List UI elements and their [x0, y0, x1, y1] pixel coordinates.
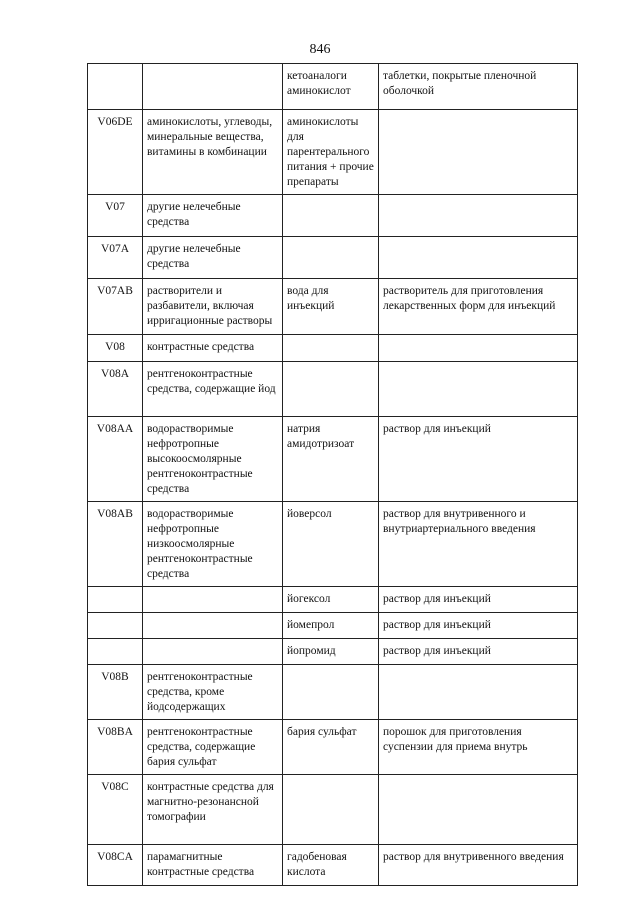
- dosage-form-cell: раствор для инъекций: [379, 613, 578, 639]
- drug-name-cell: [283, 237, 379, 279]
- drug-name-cell: кетоаналоги аминокислот: [283, 64, 379, 110]
- dosage-form-cell: раствор для инъекций: [379, 587, 578, 613]
- table-row: [88, 195, 578, 237]
- dosage-form-cell: [379, 775, 578, 845]
- atc-code-cell: V06DE: [88, 110, 143, 195]
- group-name-cell: [143, 64, 283, 110]
- table-row: [88, 362, 578, 417]
- atc-code-cell: V08AB: [88, 502, 143, 587]
- atc-code-cell: V08B: [88, 665, 143, 720]
- atc-code-cell: V07A: [88, 237, 143, 279]
- drug-name-cell: [283, 665, 379, 720]
- page-number: 846: [309, 42, 331, 57]
- atc-code-cell: V08: [88, 335, 143, 362]
- table-row: [88, 613, 578, 639]
- table-row: [88, 110, 578, 195]
- dosage-form-cell: раствор для инъекций: [379, 417, 578, 502]
- dosage-form-cell: [379, 335, 578, 362]
- atc-code-cell: [88, 587, 143, 613]
- dosage-form-cell: [379, 237, 578, 279]
- atc-code-cell: [88, 639, 143, 665]
- table-row: [88, 502, 578, 587]
- table-row: [88, 587, 578, 613]
- group-name-cell: контрастные средства для магнитно-резонансной томографии: [143, 775, 283, 845]
- drug-name-cell: [283, 335, 379, 362]
- table-row: [88, 417, 578, 502]
- atc-code-cell: [88, 64, 143, 110]
- atc-code-cell: V08CA: [88, 845, 143, 886]
- drug-name-cell: йогексол: [283, 587, 379, 613]
- group-name-cell: растворители и разбавители, включая ирригационные растворы: [143, 279, 283, 335]
- dosage-form-cell: [379, 110, 578, 195]
- table-body: [88, 64, 578, 886]
- drug-name-cell: йоверсол: [283, 502, 379, 587]
- drug-name-cell: йомепрол: [283, 613, 379, 639]
- table-row: [88, 279, 578, 335]
- group-name-cell: рентгеноконтрастные средства, содержащие йод: [143, 362, 283, 417]
- dosage-form-cell: раствор для внутривенного введения: [379, 845, 578, 886]
- drug-name-cell: [283, 195, 379, 237]
- group-name-cell: водорастворимые нефротропные низкоосмолярные рентгеноконтрастные средства: [143, 502, 283, 587]
- table-row: [88, 335, 578, 362]
- dosage-form-cell: [379, 665, 578, 720]
- drug-table: [87, 63, 578, 886]
- dosage-form-cell: таблетки, покрытые пленочной оболочкой: [379, 64, 578, 110]
- atc-code-cell: V08BA: [88, 720, 143, 775]
- group-name-cell: [143, 639, 283, 665]
- table-row: [88, 639, 578, 665]
- drug-name-cell: йопромид: [283, 639, 379, 665]
- group-name-cell: рентгеноконтрастные средства, содержащие бария сульфат: [143, 720, 283, 775]
- group-name-cell: парамагнитные контрастные средства: [143, 845, 283, 886]
- dosage-form-cell: [379, 195, 578, 237]
- table-row: [88, 237, 578, 279]
- drug-name-cell: вода для инъекций: [283, 279, 379, 335]
- group-name-cell: водорастворимые нефротропные высокоосмолярные рентгеноконтрастные средства: [143, 417, 283, 502]
- drug-name-cell: [283, 775, 379, 845]
- drug-name-cell: аминокислоты для парентерального питания + прочие препараты: [283, 110, 379, 195]
- dosage-form-cell: раствор для инъекций: [379, 639, 578, 665]
- atc-code-cell: V07: [88, 195, 143, 237]
- atc-code-cell: V08AA: [88, 417, 143, 502]
- dosage-form-cell: растворитель для приготовления лекарственных форм для инъекций: [379, 279, 578, 335]
- group-name-cell: [143, 587, 283, 613]
- dosage-form-cell: порошок для приготовления суспензии для приема внутрь: [379, 720, 578, 775]
- dosage-form-cell: [379, 362, 578, 417]
- dosage-form-cell: раствор для внутривенного и внутриартериального введения: [379, 502, 578, 587]
- table-row: [88, 775, 578, 845]
- table-row: [88, 845, 578, 886]
- drug-name-cell: [283, 362, 379, 417]
- drug-name-cell: натрия амидотризоат: [283, 417, 379, 502]
- group-name-cell: аминокислоты, углеводы, минеральные вещества, витамины в комбинации: [143, 110, 283, 195]
- group-name-cell: другие нелечебные средства: [143, 237, 283, 279]
- table-row: [88, 665, 578, 720]
- atc-code-cell: V08A: [88, 362, 143, 417]
- drug-name-cell: бария сульфат: [283, 720, 379, 775]
- atc-code-cell: [88, 613, 143, 639]
- group-name-cell: [143, 613, 283, 639]
- group-name-cell: контрастные средства: [143, 335, 283, 362]
- drug-name-cell: гадобеновая кислота: [283, 845, 379, 886]
- group-name-cell: другие нелечебные средства: [143, 195, 283, 237]
- group-name-cell: рентгеноконтрастные средства, кроме йодсодержащих: [143, 665, 283, 720]
- atc-code-cell: V08C: [88, 775, 143, 845]
- table-row: [88, 64, 578, 110]
- atc-code-cell: V07AB: [88, 279, 143, 335]
- table-row: [88, 720, 578, 775]
